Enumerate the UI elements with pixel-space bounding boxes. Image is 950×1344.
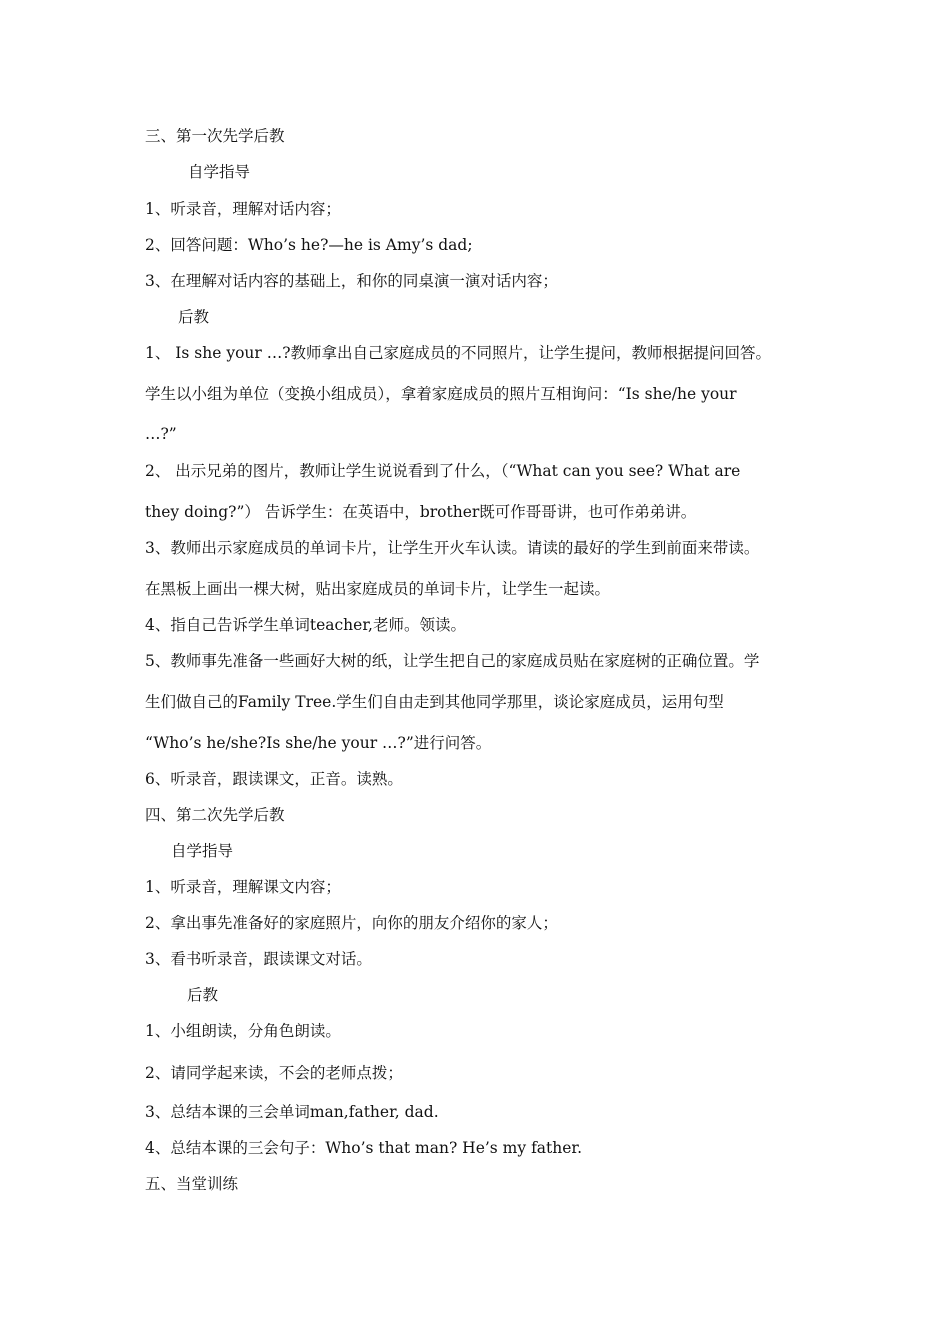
text-line: 3、总结本课的三会单词man,father, dad. [145, 1103, 439, 1121]
subheading-self-study-1: 自学指导 [188, 163, 251, 181]
text-line: …?” [145, 425, 177, 443]
text-line: 生们做自己的Family Tree.学生们自由走到其他同学那里，谈论家庭成员，运用句型 [145, 693, 724, 711]
subheading-self-study-2: 自学指导 [171, 842, 234, 860]
text-line: they doing?”） 告诉学生：在英语中，brother既可作哥哥讲，也可作弟弟讲。 [145, 503, 697, 521]
text-line: 3、在理解对话内容的基础上，和你的同桌演一演对话内容； [145, 272, 558, 290]
section-heading-5: 五、当堂训练 [145, 1175, 239, 1193]
text-line: 2、拿出事先准备好的家庭照片，向你的朋友介绍你的家人； [145, 914, 558, 932]
text-line: 1、小组朗读，分角色朗读。 [145, 1022, 341, 1040]
text-line: 4、指自己告诉学生单词teacher,老师。领读。 [145, 616, 466, 634]
subheading-teaching-2: 后教 [187, 986, 219, 1004]
text-line: 1、听录音，理解对话内容； [145, 200, 341, 218]
text-line: 5、教师事先准备一些画好大树的纸，让学生把自己的家庭成员贴在家庭树的正确位置。学 [145, 652, 760, 670]
section-heading-4: 四、第二次先学后教 [145, 806, 285, 824]
text-line: 3、看书听录音，跟读课文对话。 [145, 950, 372, 968]
text-line: 2、请同学起来读，不会的老师点拨； [145, 1064, 403, 1082]
section-heading-3: 三、第一次先学后教 [145, 127, 285, 145]
text-line: “Who’s he/she?Is she/he your …?”进行问答。 [145, 734, 492, 752]
text-line: 3、教师出示家庭成员的单词卡片，让学生开火车认读。请读的最好的学生到前面来带读。 [145, 539, 760, 557]
text-line: 2、 出示兄弟的图片，教师让学生说说看到了什么，（“What can you see? What are [145, 462, 741, 480]
text-line: 4、总结本课的三会句子：Who’s that man? He’s my father. [145, 1139, 583, 1157]
subheading-teaching-1: 后教 [178, 308, 210, 326]
text-line: 在黑板上画出一棵大树，贴出家庭成员的单词卡片，让学生一起读。 [145, 580, 611, 598]
text-line: 1、听录音，理解课文内容； [145, 878, 341, 896]
text-line: 学生以小组为单位（变换小组成员），拿着家庭成员的照片互相询问：“Is she/he your [145, 385, 737, 403]
text-line: 6、听录音，跟读课文，正音。读熟。 [145, 770, 403, 788]
text-line: 1、 Is she your …?教师拿出自己家庭成员的不同照片，让学生提问，教师根据提问回答。 [145, 344, 772, 362]
text-line: 2、回答问题：Who’s he?—he is Amy’s dad; [145, 236, 473, 254]
